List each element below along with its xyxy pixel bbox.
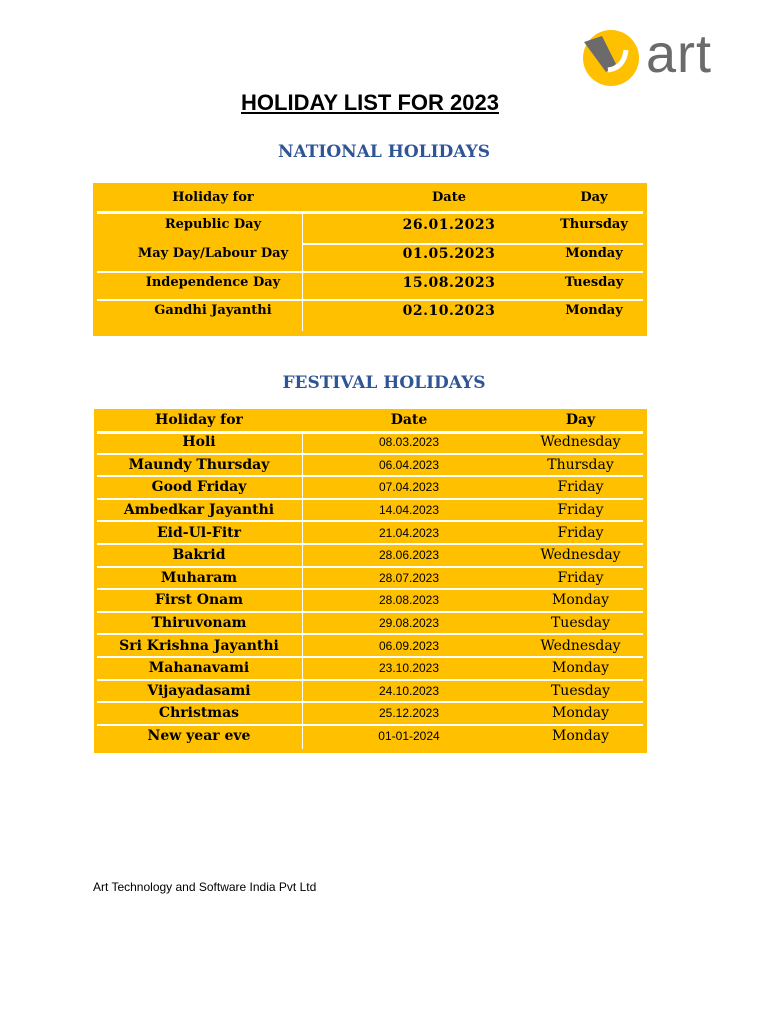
column-header-date: Date <box>390 412 428 428</box>
holiday-name: Christmas <box>158 705 240 722</box>
table-row <box>94 476 647 499</box>
holiday-day: Tuesday <box>550 682 611 699</box>
company-logo <box>580 24 725 88</box>
column-divider <box>302 213 303 331</box>
holiday-name: Republic Day <box>164 217 262 232</box>
table-row <box>94 567 647 590</box>
national-holidays-table <box>93 183 647 336</box>
table-row <box>93 268 647 297</box>
holiday-name: Sri Krishna Jayanthi <box>119 637 279 654</box>
holiday-day: Thursday <box>547 456 614 473</box>
holiday-name: Good Friday <box>151 479 247 496</box>
holiday-name: Thiruvonam <box>151 615 247 632</box>
holiday-day: Wednesday <box>540 637 621 654</box>
holiday-date: 26.01.2023 <box>402 216 496 233</box>
holiday-date: 23.10.2023 <box>378 661 440 676</box>
holiday-name: Muharam <box>160 569 238 586</box>
page-title: HOLIDAY LIST FOR 2023 <box>241 90 499 115</box>
table-row <box>94 589 647 612</box>
table-row <box>94 454 647 477</box>
holiday-day: Monday <box>565 303 623 318</box>
holiday-date: 15.08.2023 <box>402 274 496 291</box>
holiday-day: Monday <box>552 728 609 745</box>
holiday-date: 06.09.2023 <box>378 638 440 653</box>
table-row <box>94 634 647 657</box>
column-divider <box>302 433 303 749</box>
table-row <box>94 725 647 748</box>
holiday-date: 08.03.2023 <box>378 435 440 450</box>
column-header-day: Day <box>565 412 596 428</box>
holiday-date: 01.05.2023 <box>402 245 496 262</box>
holiday-date: 29.08.2023 <box>378 616 440 631</box>
logo-wordmark: art <box>646 24 713 84</box>
holiday-name: Gandhi Jayanthi <box>154 303 272 318</box>
holiday-date: 28.06.2023 <box>378 548 440 563</box>
holiday-day: Wednesday <box>540 434 621 451</box>
holiday-date: 02.10.2023 <box>402 302 496 319</box>
holiday-name: May Day/Labour Day <box>137 246 289 261</box>
holiday-date: 28.07.2023 <box>378 570 440 585</box>
table-row <box>94 680 647 703</box>
holiday-name: New year eve <box>147 728 251 745</box>
holiday-day: Tuesday <box>564 275 624 290</box>
festival-holidays-heading: FESTIVAL HOLIDAYS <box>282 373 486 393</box>
art-logo-mark-icon <box>580 28 642 88</box>
holiday-day: Monday <box>552 660 609 677</box>
holiday-day: Thursday <box>560 217 628 232</box>
holiday-name: Holi <box>182 434 216 451</box>
festival-holidays-table <box>94 409 647 753</box>
holiday-name: Independence Day <box>145 275 281 290</box>
column-header-date: Date <box>432 189 466 205</box>
holiday-name: First Onam <box>154 592 244 609</box>
table-row <box>94 544 647 567</box>
column-header-day: Day <box>580 189 608 205</box>
table-row <box>94 499 647 522</box>
holiday-date: 07.04.2023 <box>378 480 440 495</box>
table-row <box>94 521 647 544</box>
table-row <box>94 431 647 454</box>
holiday-day: Tuesday <box>550 615 611 632</box>
company-footer: Art Technology and Software India Pvt Ltd <box>93 880 317 894</box>
holiday-day: Monday <box>565 246 623 261</box>
holiday-day: Monday <box>552 705 609 722</box>
table-row <box>93 239 647 268</box>
holiday-day: Wednesday <box>540 547 621 564</box>
holiday-name: Vijayadasami <box>147 682 251 699</box>
holiday-name: Eid-Ul-Fitr <box>156 524 242 541</box>
column-header-holiday: Holiday for <box>172 189 254 205</box>
holiday-name: Mahanavami <box>148 660 250 677</box>
table-row <box>93 296 647 325</box>
national-holidays-heading: NATIONAL HOLIDAYS <box>277 142 491 162</box>
holiday-date: 06.04.2023 <box>378 457 440 472</box>
table-row <box>93 210 647 239</box>
holiday-day: Friday <box>557 502 604 519</box>
holiday-date: 25.12.2023 <box>378 706 440 721</box>
table-row <box>94 657 647 680</box>
table-row <box>94 612 647 635</box>
table-row <box>94 702 647 725</box>
column-header-holiday: Holiday for <box>155 412 243 428</box>
holiday-name: Ambedkar Jayanthi <box>123 502 275 519</box>
holiday-day: Friday <box>557 569 604 586</box>
holiday-day: Friday <box>557 524 604 541</box>
holiday-day: Friday <box>557 479 604 496</box>
holiday-day: Monday <box>552 592 609 609</box>
table-header <box>93 185 647 209</box>
holiday-date: 28.08.2023 <box>378 593 440 608</box>
holiday-date: 01-01-2024 <box>378 729 440 744</box>
holiday-date: 14.04.2023 <box>378 503 440 518</box>
holiday-date: 24.10.2023 <box>378 683 440 698</box>
holiday-name: Maundy Thursday <box>128 456 270 473</box>
holiday-name: Bakrid <box>172 547 226 564</box>
holiday-date: 21.04.2023 <box>378 525 440 540</box>
table-header <box>94 409 647 431</box>
